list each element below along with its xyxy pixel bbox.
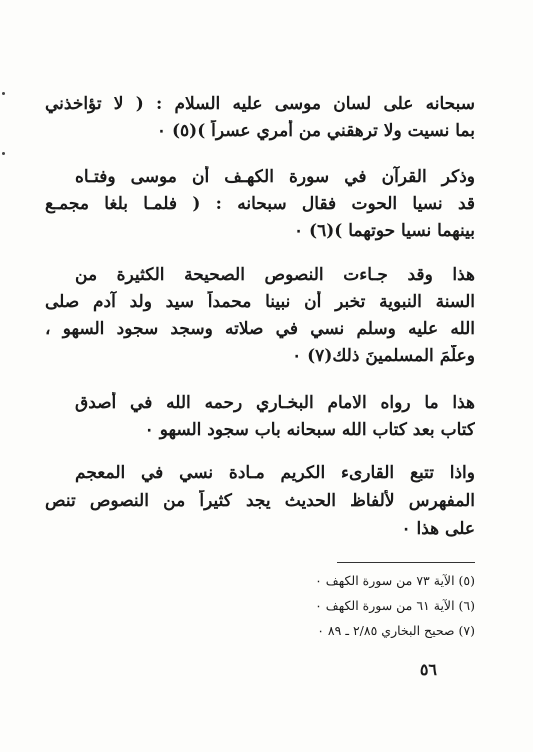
margin-mark (2, 152, 5, 155)
body-line: وعلّمَ المسلمينَ ذلك(٧) ٠ (292, 346, 475, 366)
body-line: على هذا ٠ (401, 519, 475, 539)
body-line: بما نسيت ولا ترهقني من أمري عسراً )(٥) ٠ (156, 121, 475, 141)
body-line: المفهرس لألفاظ الحديث يجد كثيراً من النصوص تنص (45, 491, 475, 511)
body-line: واذا تتبع القارىء الكريم مـادة نسي في المعجم (75, 463, 475, 483)
body-line: سبحانه على لسان موسى عليه السلام : ( لا تؤاخذني (45, 94, 475, 114)
body-line: السنة النبوية تخبر أن نبينا محمداً سيد ولد آدم صلى (45, 292, 475, 312)
footnote: (٧) صحيح البخاري ٢/٨٥ ـ ٨٩ ٠ (317, 623, 475, 638)
footnote: (٦) الآية ٦١ من سورة الكهف ٠ (315, 598, 475, 613)
body-line: هذا ما رواه الامام البخـاري رحمه الله في أصدق (75, 393, 475, 413)
footnote-divider (337, 562, 475, 563)
body-line: وذكر القرآن في سورة الكهـف أن موسى وفتـاه (75, 167, 475, 187)
body-line: هذا وقد جـاءت النصوص الصحيحة الكثيرة من (75, 265, 475, 285)
body-line: بينهما نسيا حوتهما )(٦) ٠ (294, 221, 475, 241)
margin-mark (2, 92, 5, 95)
page-number: ٥٦ (419, 660, 437, 679)
body-line: كتاب بعد كتاب الله سبحانه باب سجود السهو ٠ (144, 420, 475, 440)
footnote: (٥) الآية ٧٣ من سورة الكهف ٠ (315, 573, 475, 588)
body-line: الله عليه وسلم نسي في صلاته وسجد سجود السهو ، (45, 319, 475, 339)
body-line: قد نسيا الحوت فقال سبحانه : ( فلمـا بلغا مجمـع (45, 194, 475, 214)
